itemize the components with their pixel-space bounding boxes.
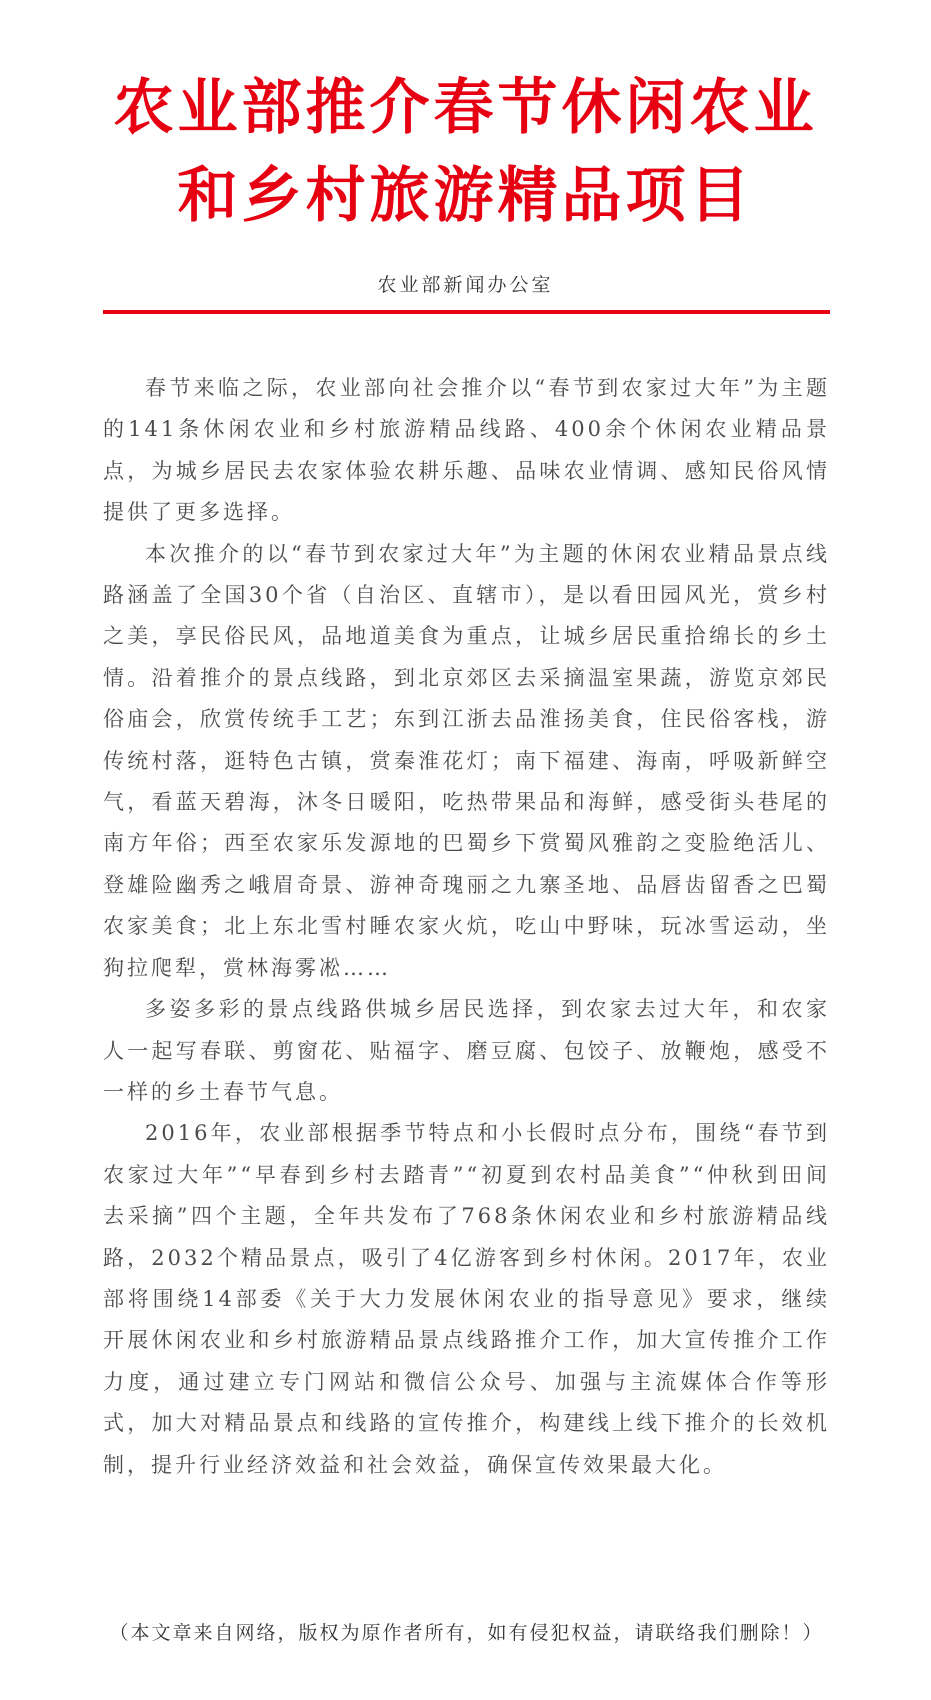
copyright-note: （本文章来自网络，版权为原作者所有，如有侵犯权益，请联络我们删除！） [109,1622,824,1644]
article-body [103,368,830,1486]
paragraph-1: 春节来临之际，农业部向社会推介以“春节到农家过大年”为主题的141条休闲农业和乡村旅游精品线路、400余个休闲农业精品景点，为城乡居民去农家体验农耕乐趣、品味农业情调、感知民俗风情提供了更多选择。 [103,376,830,525]
paragraph-3: 多姿多彩的景点线路供城乡居民选择，到农家去过大年，和农家人一起写春联、剪窗花、贴福字、磨豆腐、包饺子、放鞭炮，感受不一样的乡土春节气息。 [103,997,830,1104]
paragraph-2: 本次推介的以“春节到农家过大年”为主题的休闲农业精品景点线路涵盖了全国30个省（自治区、直辖市），是以看田园风光，赏乡村之美，享民俗民风，品地道美食为重点，让城乡居民重拾绵长的乡土情。沿着推介的景点线路，到北京郊区去采摘温室果蔬，游览京郊民俗庙会，欣赏传统手工艺；东到江浙去品淮扬美食，住民俗客栈，游传统村落，逛特色古镇，赏秦淮花灯；南下福建、海南，呼吸新鲜空气，看蓝天碧海，沐冬日暖阳，吃热带果品和海鲜，感受街头巷尾的南方年俗；西至农家乐发源地的巴蜀乡下赏蜀风雅韵之变脸绝活儿、登雄险幽秀之峨眉奇景、游神奇瑰丽之九寨圣地、品唇齿留香之巴蜀农家美食；北上东北雪村睡农家火炕，吃山中野味，玩冰雪运动，坐狗拉爬犁，赏林海雾凇…… [103,541,830,980]
red-divider [103,310,830,314]
title-line-2: 和乡村旅游精品项目 [177,161,754,231]
source-office: 农业部新闻办公室 [377,274,554,296]
paragraph-4: 2016年，农业部根据季节特点和小长假时点分布，围绕“春节到农家过大年”“早春到乡村去踏青”“初夏到农村品美食”“仲秋到田间去采摘”四个主题，全年共发布了768条休闲农业和乡村旅游精品线路，2032个精品景点，吸引了4亿游客到乡村休闲。2017年，农业部将围绕14部委《关于大力发展休闲农业的指导意见》要求，继续开展休闲农业和乡村旅游精品景点线路推介工作，加大宣传推介工作力度，通过建立专门网站和微信公众号、加强与主流媒体合作等形式，加大对精品景点和线路的宣传推介，构建线上线下推介的长效机制，提升行业经济效益和社会效益，确保宣传效果最大化。 [103,1121,830,1477]
title-line-1: 农业部推介春节休闲农业 [113,73,818,143]
